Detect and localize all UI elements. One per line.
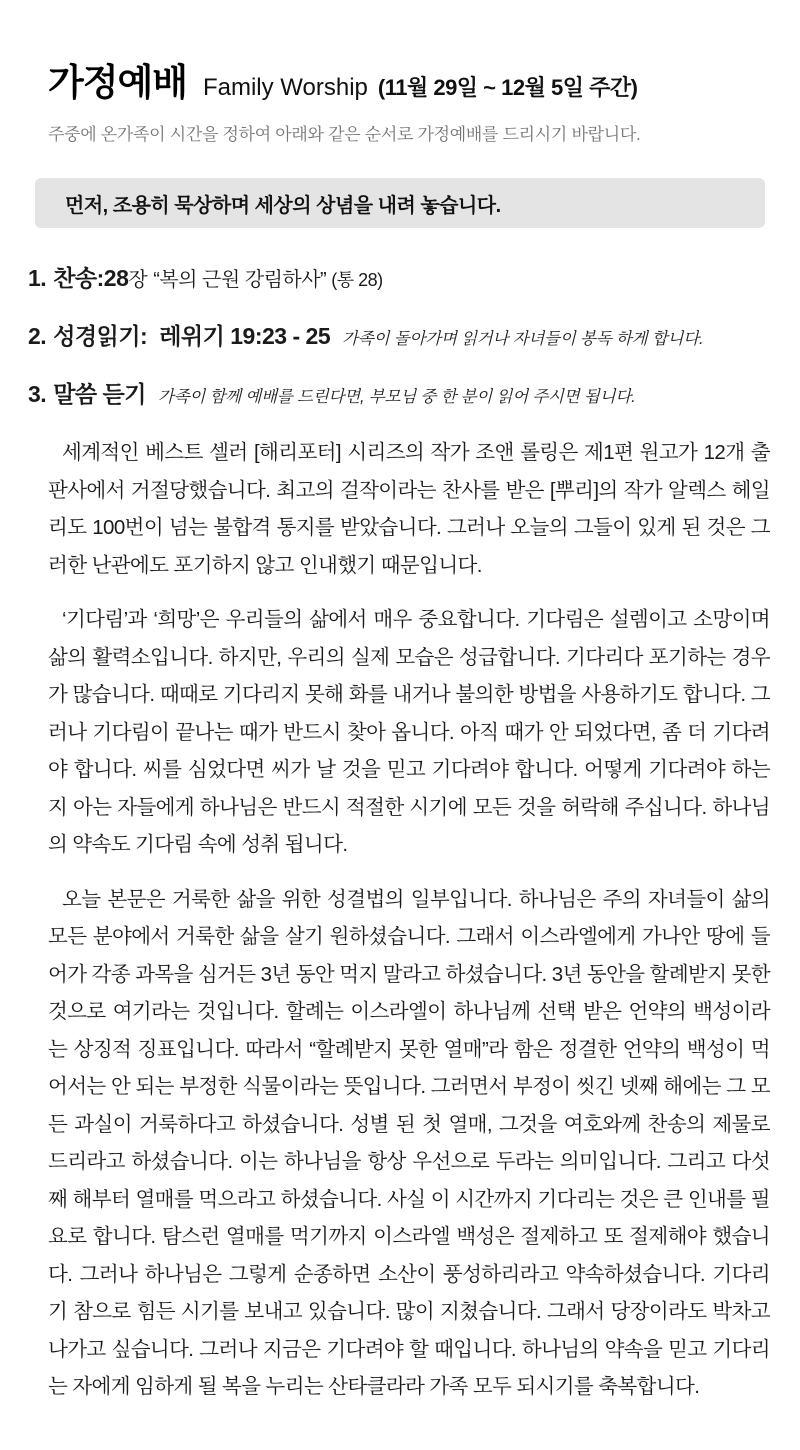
order-item-number: 2. (28, 323, 47, 349)
sermon-label: 말씀 듣기 (53, 381, 146, 407)
hymn-song-name: “복의 근원 강림하사” (153, 269, 327, 291)
title-row (48, 52, 752, 106)
scripture-reading-label: 성경읽기: (53, 323, 148, 349)
order-item-sermon (28, 376, 800, 409)
meditation-notice-text: 먼저, 조용히 묵상하며 세상의 상념을 내려 놓습니다. (65, 194, 501, 217)
sermon-note: 가족이 함께 예배를 드린다면, 부모님 중 한 분이 읽어 주시면 됩니다. (157, 388, 636, 406)
meditation-notice-bar (35, 178, 765, 228)
order-item-number: 3. (28, 381, 47, 407)
page-title-english: Family Worship (202, 74, 368, 101)
order-item-hymn (28, 260, 800, 293)
hymn-reference: (통 28) (331, 270, 383, 290)
sermon-paragraph: 오늘 본문은 거룩한 삶을 위한 성결법의 일부입니다. 하나님은 주의 자녀들이 삶의 모든 분야에서 거룩한 삶을 살기 원하셨습니다. 그래서 이스라엘에게 가나안 땅에 들어가 각종 과목을 심거든 3년 동안 먹지 말라고 하셨습니다. 3년 동안을 할례받지 못한 것으로 여기라는 것입니다. 할례는 이스라엘이 하나님께 선택 받은 언약의 백성이라는 상징적 징표입니다. 따라서 “할례받지 못한 열매”라 함은 정결한 언약의 백성이 먹어서는 안 되는 부정한 식물이라는 뜻입니다. 그러면서 부정이 씻긴 넷째 해에는 그 모든 과실이 거룩하다고 하셨습니다. 성별 된 첫 열매, 그것을 여호와께 찬송의 제물로 드리라고 하셨습니다. 이는 하나님을 항상 우선으로 두라는 의미입니다. 그리고 다섯째 해부터 열매를 먹으라고 하셨습니다. 사실 이 시간까지 기다리는 것은 큰 인내를 필요로 합니다. 탐스런 열매를 먹기까지 이스라엘 백성은 절제하고 또 절제해야 했습니다. 그러나 하나님은 그렇게 순종하면 소산이 풍성하리라고 약속하셨습니다. 기다리기 참으로 힘든 시기를 보내고 있습니다. 많이 지쳤습니다. 그래서 당장이라도 박차고 나가고 싶습니다. 그러나 지금은 기다려야 할 때입니다. 하나님의 약속을 믿고 기다리는 자에게 임하게 될 복을 누리는 산타클라라 가족 모두 되시기를 축복합니다. (48, 887, 770, 1398)
sermon-paragraph: 세계적인 베스트 셀러 [해리포터] 시리즈의 작가 조앤 롤링은 제1편 원고가 12개 출판사에서 거절당했습니다. 최고의 걸작이라는 찬사를 받은 [뿌리]의 작가 알렉스 헤일리도 100번이 넘는 불합격 통지를 받았습니다. 그러나 오늘의 그들이 있게 된 것은 그러한 난관에도 포기하지 않고 인내했기 때문입니다. (48, 441, 770, 577)
header (0, 0, 800, 145)
header-instruction: 주중에 온가족이 시간을 정하여 아래와 같은 순서로 가정예배를 드리시기 바랍니다. (48, 125, 641, 144)
sermon-paragraph: ‘기다림’과 ‘희망’은 우리들의 삶에서 매우 중요합니다. 기다림은 설렘이고 소망이며 삶의 활력소입니다. 하지만, 우리의 실제 모습은 성급합니다. 기다리다 포기하는 경우가 많습니다. 때때로 기다리지 못해 화를 내거나 불의한 방법을 사용하기도 합니다. 그러나 기다림이 끝나는 때가 반드시 찾아 옵니다. 아직 때가 안 되었다면, 좀 더 기다려야 합니다. 씨를 심었다면 씨가 날 것을 믿고 기다려야 합니다. 어떻게 기다려야 하는지 아는 자들에게 하나님은 반드시 적절한 시기에 모든 것을 허락해 주십니다. 하나님의 약속도 기다림 속에 성취 됩니다. (48, 608, 770, 856)
scripture-reference: 레위기 19:23 - 25 (159, 323, 331, 349)
order-item-scripture-reading (28, 318, 800, 351)
page-title: 가정예배 (48, 62, 187, 103)
order-item-number: 1. (28, 265, 47, 291)
worship-order-list (28, 260, 800, 409)
week-date-range: (11월 29일 ~ 12월 5일 주간) (377, 75, 638, 100)
hymn-title-suffix: 장 (128, 269, 148, 291)
scripture-reading-note: 가족이 돌아가며 읽거나 자녀들이 봉독 하게 합니다. (342, 330, 704, 348)
sermon-body (48, 434, 770, 1406)
hymn-title: 찬송:28 (53, 265, 129, 291)
